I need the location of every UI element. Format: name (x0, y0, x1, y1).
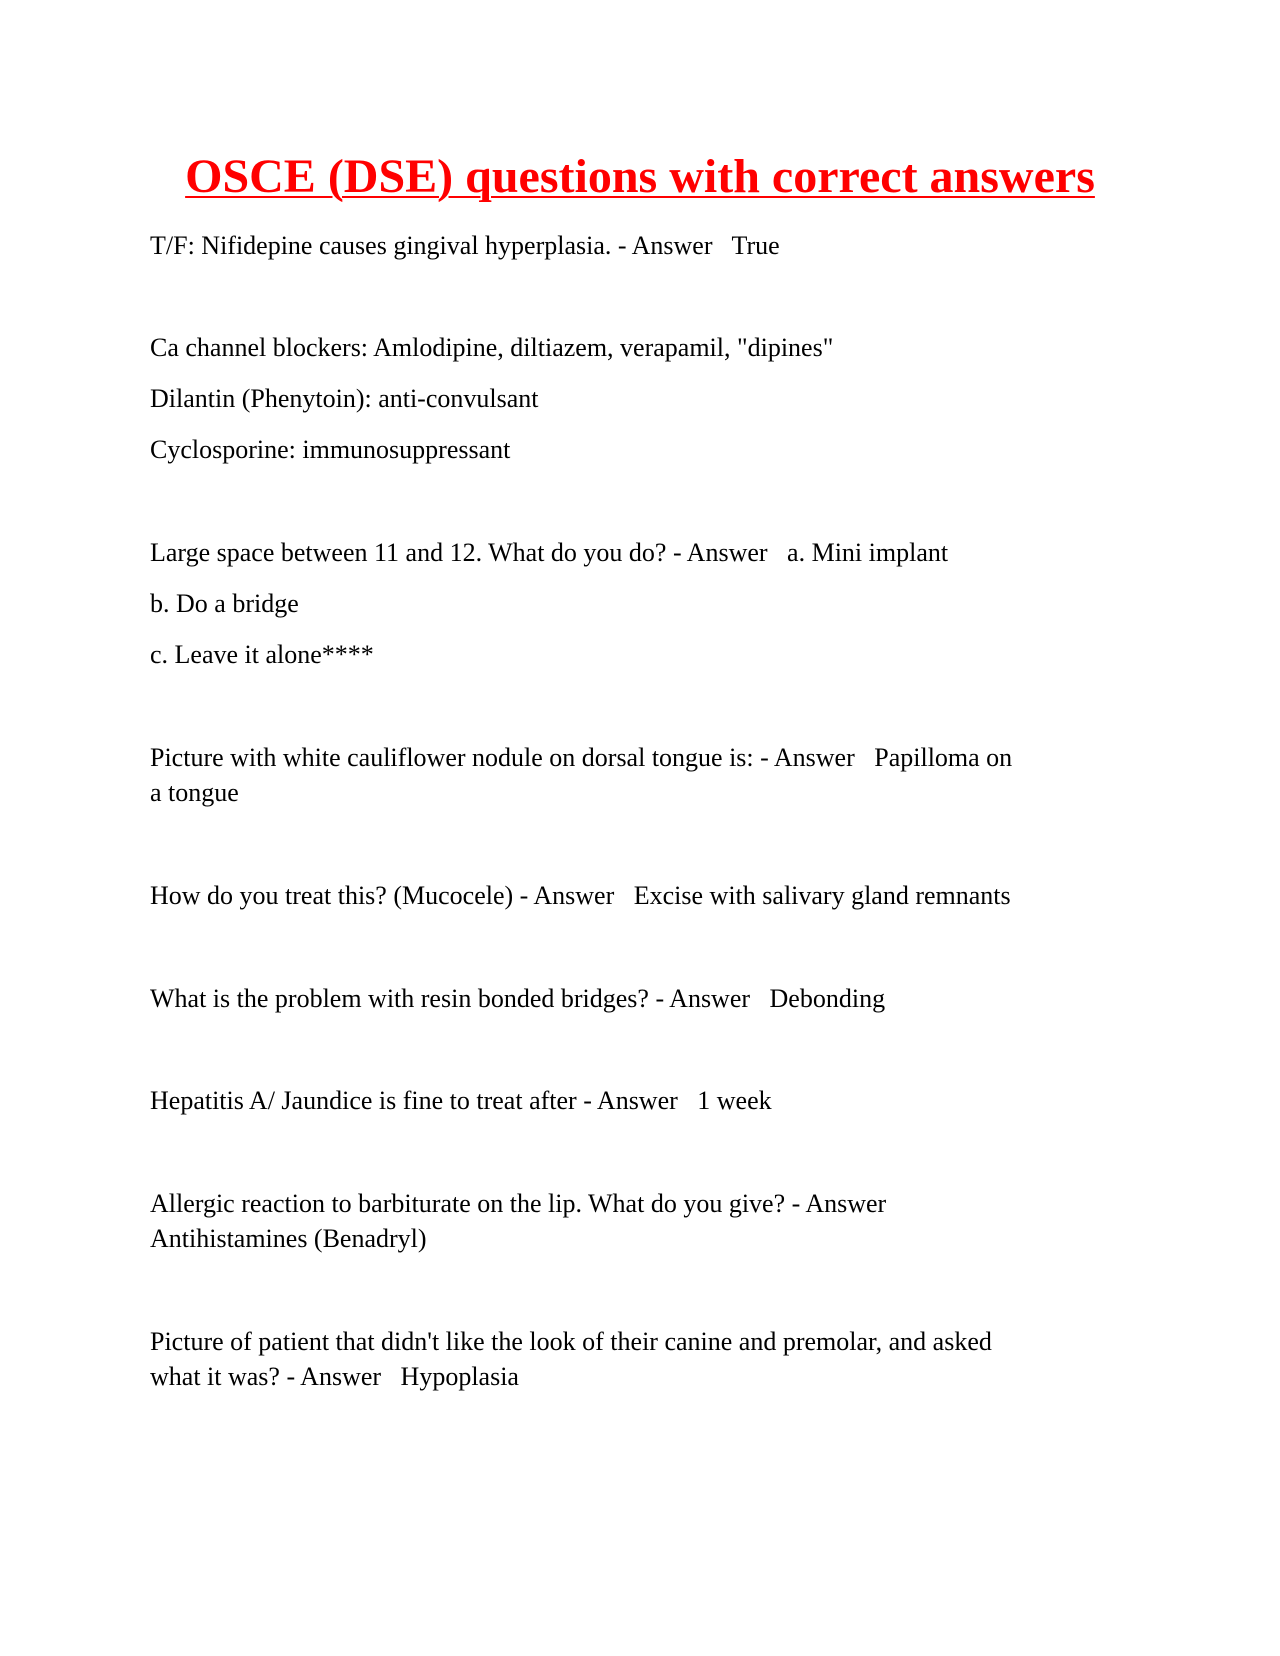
option-c-line: c. Leave it alone**** (150, 640, 374, 669)
qa-papilloma-line-2: a tongue (150, 778, 239, 807)
option-b-line: b. Do a bridge (150, 589, 299, 618)
document-title: OSCE (DSE) questions with correct answers (185, 150, 1095, 203)
cyclosporine-line: Cyclosporine: immunosuppressant (150, 435, 511, 464)
dilantin-line: Dilantin (Phenytoin): anti-convulsant (150, 384, 539, 413)
qa-allergic-reaction-line-1: Allergic reaction to barbiturate on the lip. What do you give? - Answer (150, 1189, 887, 1218)
ca-channel-blockers-line: Ca channel blockers: Amlodipine, diltiazem, verapamil, "dipines" (150, 333, 834, 362)
qa-allergic-reaction-line-2: Antihistamines (Benadryl) (150, 1224, 427, 1253)
qa-papilloma-line-1: Picture with white cauliflower nodule on dorsal tongue is: - Answer Papilloma on (150, 743, 1013, 772)
qa-mucocele: How do you treat this? (Mucocele) - Answer Excise with salivary gland remnants (150, 881, 1011, 910)
qa-large-space-question: Large space between 11 and 12. What do you do? - Answer a. Mini implant (150, 538, 949, 567)
qa-nifedipine: T/F: Nifidepine causes gingival hyperplasia. - Answer True (150, 231, 780, 260)
qa-resin-bridges: What is the problem with resin bonded bridges? - Answer Debonding (150, 984, 886, 1013)
qa-hypoplasia-line-2: what it was? - Answer Hypoplasia (150, 1362, 519, 1391)
qa-hepatitis: Hepatitis A/ Jaundice is fine to treat after - Answer 1 week (150, 1086, 772, 1115)
qa-hypoplasia-line-1: Picture of patient that didn't like the look of their canine and premolar, and asked (150, 1327, 992, 1356)
